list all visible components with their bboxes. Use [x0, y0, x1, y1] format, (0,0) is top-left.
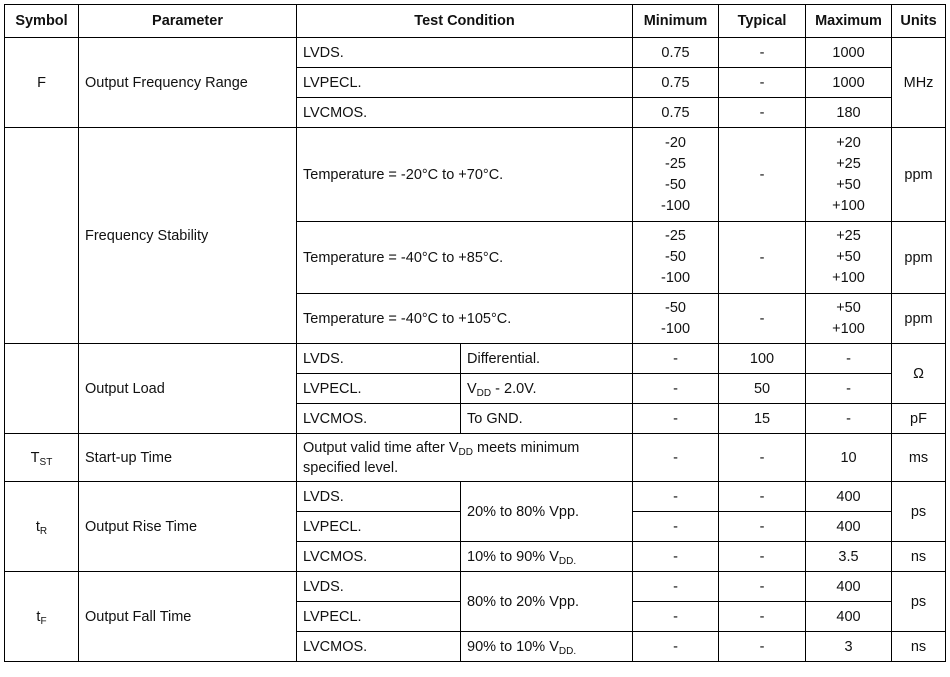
header-units: Units — [892, 5, 946, 38]
symbol-subscript: R — [39, 525, 48, 537]
condition-cell: Temperature = -40°C to +85°C. — [297, 222, 633, 294]
condition-cell: LVCMOS. — [297, 98, 633, 128]
typ-cell: 50 — [719, 374, 806, 404]
typ-cell: - — [719, 512, 806, 542]
header-parameter: Parameter — [79, 5, 297, 38]
min-value: -100 — [661, 197, 691, 214]
min-cell: - — [633, 572, 719, 602]
max-value: +25 — [836, 228, 861, 244]
typ-cell: - — [719, 98, 806, 128]
max-cell: - — [806, 404, 892, 434]
units-cell: ns — [892, 632, 946, 662]
min-value: -20 — [665, 134, 686, 151]
max-cell — [806, 128, 892, 222]
parameter-cell: Frequency Stability — [79, 128, 297, 344]
type-cell: LVDS. — [297, 344, 461, 374]
units-cell: Ω — [892, 344, 946, 404]
header-minimum: Minimum — [633, 5, 719, 38]
parameter-cell: Output Frequency Range — [79, 38, 297, 128]
condition-cell: LVPECL. — [297, 68, 633, 98]
max-cell: 10 — [806, 434, 892, 482]
type-cell: LVPECL. — [297, 512, 461, 542]
min-cell — [633, 222, 719, 294]
min-cell: - — [633, 404, 719, 434]
condition-subscript: DD — [458, 446, 473, 458]
max-cell: 1000 — [806, 68, 892, 98]
condition-text: V — [467, 380, 477, 397]
units-cell: ps — [892, 572, 946, 632]
table-row — [5, 128, 946, 222]
type-cell: LVCMOS. — [297, 632, 461, 662]
min-cell: - — [633, 602, 719, 632]
min-cell: - — [633, 512, 719, 542]
max-value: +50 — [836, 249, 861, 265]
type-cell: LVCMOS. — [297, 404, 461, 434]
max-value: +50 — [836, 299, 861, 316]
condition-cell — [461, 542, 633, 572]
typ-cell: - — [719, 128, 806, 222]
max-cell: 400 — [806, 572, 892, 602]
typ-cell: - — [719, 38, 806, 68]
min-value: -25 — [665, 228, 686, 244]
typ-cell: 100 — [719, 344, 806, 374]
condition-cell — [297, 434, 633, 482]
min-value: -50 — [665, 176, 686, 193]
condition-cell: 80% to 20% Vpp. — [461, 572, 633, 632]
header-test-condition: Test Condition — [297, 5, 633, 38]
condition-cell: 20% to 80% Vpp. — [461, 482, 633, 542]
min-cell: - — [633, 374, 719, 404]
spec-table — [4, 4, 946, 662]
units-cell: pF — [892, 404, 946, 434]
condition-subscript: DD. — [558, 555, 577, 567]
typ-cell: - — [719, 542, 806, 572]
max-cell: 400 — [806, 602, 892, 632]
condition-subscript: DD — [476, 387, 492, 399]
min-cell: 0.75 — [633, 38, 719, 68]
symbol-cell — [5, 128, 79, 344]
symbol-cell — [5, 434, 79, 482]
typ-cell: - — [719, 602, 806, 632]
symbol-subscript: ST — [39, 456, 53, 468]
header-row — [5, 5, 946, 38]
max-cell — [806, 222, 892, 294]
typ-cell: - — [719, 482, 806, 512]
condition-cell: Differential. — [461, 344, 633, 374]
parameter-cell: Output Fall Time — [79, 572, 297, 662]
table-row — [5, 572, 946, 602]
header-symbol: Symbol — [5, 5, 79, 38]
max-cell: - — [806, 374, 892, 404]
type-cell: LVCMOS. — [297, 542, 461, 572]
max-cell: 400 — [806, 512, 892, 542]
max-cell — [806, 294, 892, 344]
condition-text: meets minimum — [473, 439, 580, 456]
symbol-cell — [5, 344, 79, 434]
typ-cell: - — [719, 572, 806, 602]
max-value: +20 — [836, 134, 861, 151]
parameter-cell: Output Rise Time — [79, 482, 297, 572]
units-cell: MHz — [892, 38, 946, 128]
max-value: +100 — [832, 320, 865, 337]
symbol-subscript: F — [40, 615, 47, 627]
header-maximum: Maximum — [806, 5, 892, 38]
min-value: -50 — [665, 299, 686, 316]
min-cell: 0.75 — [633, 98, 719, 128]
condition-cell: Temperature = -40°C to +105°C. — [297, 294, 633, 344]
min-cell: - — [633, 542, 719, 572]
min-value: -25 — [665, 155, 686, 172]
type-cell: LVDS. — [297, 482, 461, 512]
min-cell: 0.75 — [633, 68, 719, 98]
max-value: +25 — [836, 155, 861, 172]
header-typical: Typical — [719, 5, 806, 38]
condition-subscript: DD. — [558, 645, 577, 657]
condition-cell: LVDS. — [297, 38, 633, 68]
max-value: +50 — [836, 176, 861, 193]
max-cell: 3 — [806, 632, 892, 662]
typ-cell: - — [719, 222, 806, 294]
condition-cell: To GND. — [461, 404, 633, 434]
condition-text: 90% to 10% V — [467, 638, 559, 655]
min-cell — [633, 128, 719, 222]
max-cell: 180 — [806, 98, 892, 128]
table-row — [5, 482, 946, 512]
typ-cell: - — [719, 294, 806, 344]
max-value: +100 — [832, 197, 865, 214]
symbol-text: t — [35, 518, 40, 535]
units-cell: ns — [892, 542, 946, 572]
table-row — [5, 38, 946, 68]
type-cell: LVPECL. — [297, 602, 461, 632]
condition-cell: Temperature = -20°C to +70°C. — [297, 128, 633, 222]
min-cell: - — [633, 482, 719, 512]
max-cell: 3.5 — [806, 542, 892, 572]
max-cell: 1000 — [806, 38, 892, 68]
symbol-cell: F — [5, 38, 79, 128]
typ-cell: 15 — [719, 404, 806, 434]
symbol-cell — [5, 572, 79, 662]
max-value: +100 — [832, 270, 865, 286]
type-cell: LVDS. — [297, 572, 461, 602]
typ-cell: - — [719, 632, 806, 662]
symbol-cell — [5, 482, 79, 572]
condition-cell — [461, 632, 633, 662]
symbol-text: T — [30, 449, 40, 466]
min-cell: - — [633, 434, 719, 482]
units-cell: ppm — [892, 294, 946, 344]
typ-cell: - — [719, 68, 806, 98]
typ-cell: - — [719, 434, 806, 482]
symbol-text: t — [36, 608, 41, 625]
min-value: -100 — [661, 320, 691, 337]
condition-cell — [461, 374, 633, 404]
max-cell: 400 — [806, 482, 892, 512]
units-cell: ppm — [892, 128, 946, 222]
max-cell: - — [806, 344, 892, 374]
units-cell: ppm — [892, 222, 946, 294]
min-cell: - — [633, 344, 719, 374]
table-row — [5, 344, 946, 374]
condition-text: specified level. — [303, 459, 399, 476]
min-value: -100 — [661, 270, 691, 286]
condition-text: 10% to 90% V — [467, 548, 559, 565]
condition-text: Output valid time after V — [303, 439, 459, 456]
min-value: -50 — [665, 249, 686, 265]
min-cell: - — [633, 632, 719, 662]
parameter-cell: Output Load — [79, 344, 297, 434]
condition-text: - 2.0V. — [491, 380, 537, 397]
units-cell: ps — [892, 482, 946, 542]
units-cell: ms — [892, 434, 946, 482]
table-row — [5, 434, 946, 482]
min-cell — [633, 294, 719, 344]
parameter-cell: Start-up Time — [79, 434, 297, 482]
type-cell: LVPECL. — [297, 374, 461, 404]
